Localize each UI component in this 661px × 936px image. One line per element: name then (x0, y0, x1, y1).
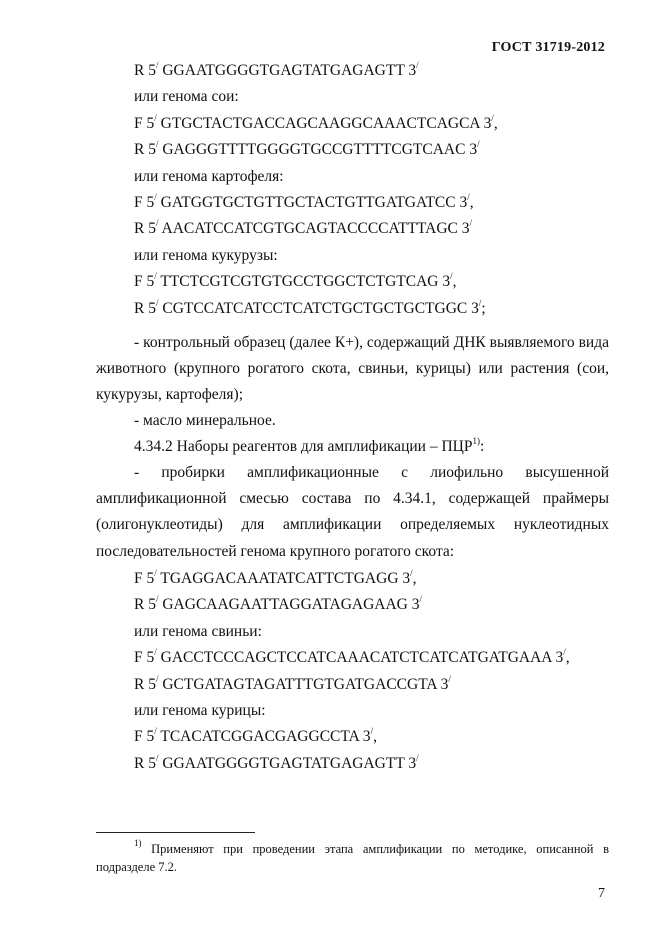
primer-direction: F 5 (134, 194, 155, 211)
prime-mark: / (416, 752, 419, 763)
primer-punct: ; (481, 299, 486, 317)
prime-mark: / (154, 112, 157, 123)
prime-mark: / (154, 726, 157, 737)
primer-sequence: GAGCAAGAATTAGGATAGAGAAG 3 (162, 596, 420, 614)
primer-direction: R 5 (134, 62, 156, 79)
page-number: 7 (598, 886, 605, 901)
prime-mark: / (563, 647, 566, 658)
primer-sequence: GACCTCCCAGCTCCATCAAACATCTCATCATGATGAAA 3 (160, 649, 564, 667)
mineral-oil-item: - масло минеральное. (134, 412, 276, 429)
primer-line (134, 273, 457, 291)
footnote-text: Применяют при проведении этапа амплификации по методике, описанной в подразделе 7.2. (96, 842, 609, 874)
primer-punct: , (493, 114, 498, 132)
prime-mark: / (155, 139, 159, 150)
genome-label: или генома свиньи: (134, 622, 262, 640)
primer-line (134, 141, 480, 159)
primer-line (134, 649, 570, 667)
section-heading-tail: : (479, 438, 485, 455)
primer-punct: , (412, 570, 417, 587)
prime-mark: / (450, 271, 453, 282)
section-4-34-2-heading (134, 438, 484, 456)
primer-direction: R 5 (134, 141, 156, 159)
prime-mark: / (154, 647, 157, 658)
primer-line (134, 728, 377, 746)
prime-mark: / (155, 752, 159, 763)
prime-mark: / (155, 673, 159, 684)
prime-mark: / (154, 568, 157, 578)
primer-line (134, 673, 451, 694)
primer-punct: , (373, 728, 377, 746)
prime-mark: / (155, 218, 159, 229)
footnote-divider (96, 832, 255, 833)
primer-direction: F 5 (134, 649, 155, 667)
primer-sequence: GCTGATAGTAGATTTGTGATGACCGTA 3 (162, 675, 449, 693)
primer-line (134, 297, 486, 318)
primer-direction: R 5 (134, 220, 156, 238)
primer-line (134, 194, 474, 212)
prime-mark: / (154, 271, 157, 282)
primer-sequence: GTGCTACTGACCAGCAAGGCAAACTCAGCA 3 (160, 114, 492, 132)
primer-line (134, 570, 417, 588)
section-heading-text: 4.34.2 Наборы реагентов для амплификации – ПЦР (134, 438, 473, 455)
primer-punct: , (469, 194, 474, 211)
amplification-tubes-paragraph: - пробирки амплификационные с лиофильно высушенной амплификационной смесью состава по 4.34.1, содержащей праймеры (олигонуклеотиды) для амплификации определяемых нуклеотидных последовательностей генома крупного рогатого скота: (96, 464, 609, 560)
primer-direction: F 5 (134, 273, 155, 291)
prime-mark: / (155, 297, 159, 308)
prime-mark: / (370, 726, 374, 737)
primer-sequence: GATGGTGCTGTTGCTACTGTTGATGATCC 3 (160, 194, 468, 211)
primer-sequence: TCACATCGGACGAGGCCTA 3 (160, 728, 371, 746)
prime-mark: / (491, 112, 494, 123)
primer-punct: , (452, 273, 457, 291)
primer-direction: F 5 (134, 728, 155, 746)
prime-mark: / (155, 60, 159, 70)
prime-mark: / (448, 673, 451, 684)
genome-label: или генома сои: (134, 88, 239, 106)
primer-direction: R 5 (134, 675, 156, 693)
primer-direction: F 5 (134, 114, 155, 132)
primer-sequence: TTCTCGTCGTGTGCCTGGCTCTGTCAG 3 (160, 273, 451, 291)
control-sample-paragraph: - контрольный образец (далее К+), содержащий ДНК выявляемого вида животного (крупного рогатого скота, свиньи, курицы) или растения (сои, кукурузы, картофеля); (96, 334, 609, 404)
footnote-ref: 1) (472, 436, 480, 446)
primer-line (134, 596, 422, 614)
prime-mark: / (469, 218, 473, 229)
primer-sequence: AACATCCATCGTGCAGTACCCCATTTAGC 3 (161, 220, 470, 238)
primer-sequence: GGAATGGGGTGAGTATGAGAGTT 3 (162, 754, 417, 772)
primer-line (134, 62, 419, 80)
prime-mark: / (477, 139, 480, 150)
primer-direction: R 5 (134, 596, 156, 614)
primer-punct: , (565, 649, 570, 667)
primer-direction: R 5 (134, 299, 156, 317)
primer-line (134, 752, 419, 773)
genome-label: или генома кукурузы: (134, 246, 278, 264)
prime-mark: / (410, 568, 413, 578)
footnote (96, 840, 609, 876)
prime-mark: / (419, 594, 423, 605)
footnote-mark: 1) (134, 838, 142, 848)
primer-line (134, 112, 498, 133)
genome-label: или генома курицы: (134, 702, 266, 719)
prime-mark: / (478, 297, 482, 308)
prime-mark: / (154, 192, 157, 202)
prime-mark: / (416, 60, 419, 70)
primer-sequence: GGAATGGGGTGAGTATGAGAGTT 3 (162, 62, 417, 79)
prime-mark: / (467, 192, 470, 202)
genome-label: или генома картофеля: (134, 167, 284, 185)
primer-line (134, 220, 472, 238)
primer-direction: F 5 (134, 570, 155, 587)
primer-sequence: TGAGGACAAATATCATTCTGAGG 3 (160, 570, 411, 587)
prime-mark: / (155, 594, 159, 605)
standard-header: ГОСТ 31719-2012 (491, 40, 605, 55)
primer-direction: R 5 (134, 754, 156, 772)
primer-sequence: GAGGGTTTTGGGGTGCCGTTTTCGTCAAC 3 (162, 141, 478, 159)
primer-sequence: CGTCCATCATCCTCATCTGCTGCTGCTGGC 3 (162, 299, 479, 317)
